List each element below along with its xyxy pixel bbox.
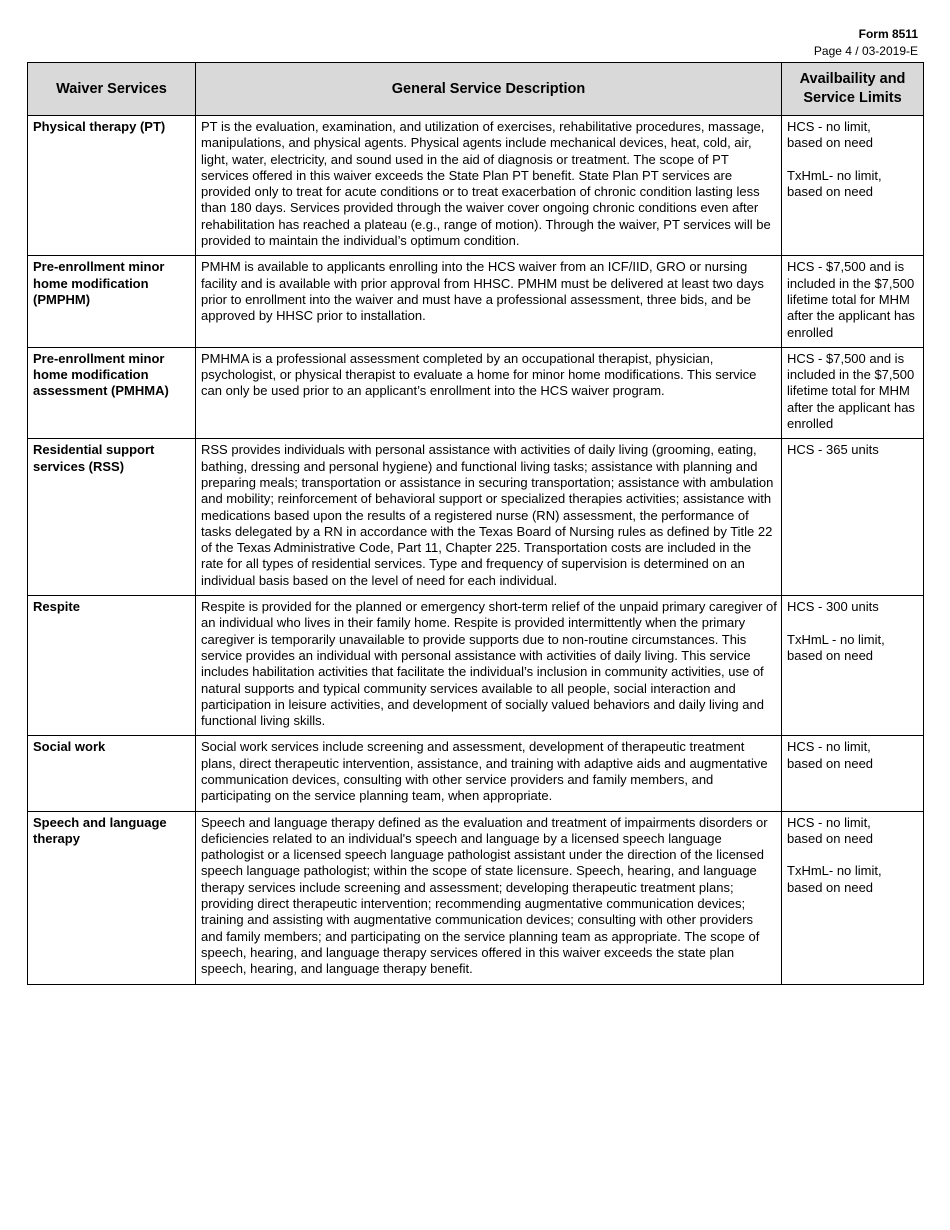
column-header-availability-and-service-limits: Availbaility and Service Limits bbox=[782, 63, 924, 116]
form-number: Form 8511 bbox=[858, 27, 918, 41]
column-header-waiver-services: Waiver Services bbox=[28, 63, 196, 116]
table-row bbox=[28, 439, 924, 596]
table-row bbox=[28, 811, 924, 984]
service-description: Respite is provided for the planned or emergency short-term relief of the unpaid primary caregiver of an individual who lives in their family home. Respite is provided intermittently when the primary caregiver is temporarily unavailable to provide supports due to non-routine circumstances. This service provides an individual with personal assistance with activities of daily living. This service includes habilitation activities that facilitate the individual’s inclusion in community activities, use of natural supports and typical community services available to all people, social interaction and participation in leisure activities, and development of socially valued behaviors and daily living and functional living skills. bbox=[196, 596, 782, 736]
service-limits: HCS - $7,500 and is included in the $7,500 lifetime total for MHM after the applicant has enrolled bbox=[782, 256, 924, 347]
service-name: Speech and language therapy bbox=[28, 811, 196, 984]
service-name: Respite bbox=[28, 596, 196, 736]
service-limits: HCS - no limit, based on need bbox=[782, 736, 924, 811]
service-description: PMHM is available to applicants enrolling into the HCS waiver from an ICF/IID, GRO or nursing facility and is available with prior approval from HHSC. PMHM must be delivered at least two days prior to enrollment into the waiver and must have a professional assessment, three bids, and be approved by HHSC prior to installation. bbox=[196, 256, 782, 347]
service-limits: HCS - 300 units TxHmL - no limit, based on need bbox=[782, 596, 924, 736]
page-info: Page 4 / 03-2019-E bbox=[813, 44, 918, 58]
table-row bbox=[28, 736, 924, 811]
service-description: PT is the evaluation, examination, and utilization of exercises, rehabilitative procedures, massage, manipulations, and physical agents. Physical agents include mechanical devices, heat, cold, air, light, water, electricity, and sound used in the aid of diagnosis or treatment. The scope of PT services offered in this waiver exceeds the State Plan PT benefit. State Plan PT services are provided only to treat for acute conditions or to treat exacerbation of chronic condition lasting less than 180 days. Services provided through the waiver cover ongoing chronic conditions even after rehabilitation has reached a plateau (e.g., range of motion). Through the waiver, PT services will be provided to maintain the individual’s optimum condition. bbox=[196, 116, 782, 256]
table-row bbox=[28, 256, 924, 347]
service-name: Physical therapy (PT) bbox=[28, 116, 196, 256]
service-limits: HCS - $7,500 and is included in the $7,500 lifetime total for MHM after the applicant has enrolled bbox=[782, 347, 924, 438]
service-name: Pre-enrollment minor home modification assessment (PMHMA) bbox=[28, 347, 196, 438]
service-description: RSS provides individuals with personal assistance with activities of daily living (grooming, eating, bathing, dressing and personal hygiene) and functional living tasks; assistance with planning and preparing meals; transportation or assistance in securing transportation; assistance with ambulation and mobility; reinforcement of behavioral support or specialized therapies activities; assistance with medications based upon the results of a registered nurse (RN) assessment, the performance of tasks delegated by a RN in accordance with the Texas Board of Nursing rules as defined by Title 22 of the Texas Administrative Code, Part 11, Chapter 225. Transportation costs are included in the rate for all types of residential services. Type and frequency of supervision is determined on an individual basis based on the level of need for each individual. bbox=[196, 439, 782, 596]
table-row bbox=[28, 596, 924, 736]
service-description: PMHMA is a professional assessment completed by an occupational therapist, physician, psychologist, or physical therapist to evaluate a home for minor home modifications. This service can only be used prior to an applicant’s enrollment into the HCS waiver program. bbox=[196, 347, 782, 438]
column-header-general-service-description: General Service Description bbox=[196, 63, 782, 116]
table-row bbox=[28, 347, 924, 438]
form-header bbox=[814, 26, 918, 60]
waiver-services-table bbox=[27, 62, 924, 985]
service-limits: HCS - 365 units bbox=[782, 439, 924, 596]
service-limits: HCS - no limit, based on need TxHmL- no limit, based on need bbox=[782, 116, 924, 256]
service-name: Residential support services (RSS) bbox=[28, 439, 196, 596]
service-description: Social work services include screening and assessment, development of therapeutic treatment plans, direct therapeutic intervention, assistance, and training with adaptive aids and augmentative communication devices, consulting with other service providers and family members, and participating on the service planning team, when appropriate. bbox=[196, 736, 782, 811]
service-name: Pre-enrollment minor home modification (PMPHM) bbox=[28, 256, 196, 347]
table-header-row bbox=[28, 63, 924, 116]
service-name: Social work bbox=[28, 736, 196, 811]
service-description: Speech and language therapy defined as the evaluation and treatment of impairments disorders or deficiencies related to an individual's speech and language by a licensed speech language pathologist or a licensed speech language pathologist assistant under the direction of the licensed speech language pathologist; within the scope of state licensure. Speech, hearing, and language therapy services include screening and assessment; developing therapeutic treatment plans; providing direct therapeutic intervention; recommending augmentative communication devices; training and assisting with augmentative communication devices; consulting with other providers and family members; and participating on the service planning team as appropriate. The scope of speech, hearing, and language therapy services offered in this waiver exceeds the state plan speech, hearing, and language therapy benefit. bbox=[196, 811, 782, 984]
service-limits: HCS - no limit, based on need TxHmL- no limit, based on need bbox=[782, 811, 924, 984]
table-row bbox=[28, 116, 924, 256]
